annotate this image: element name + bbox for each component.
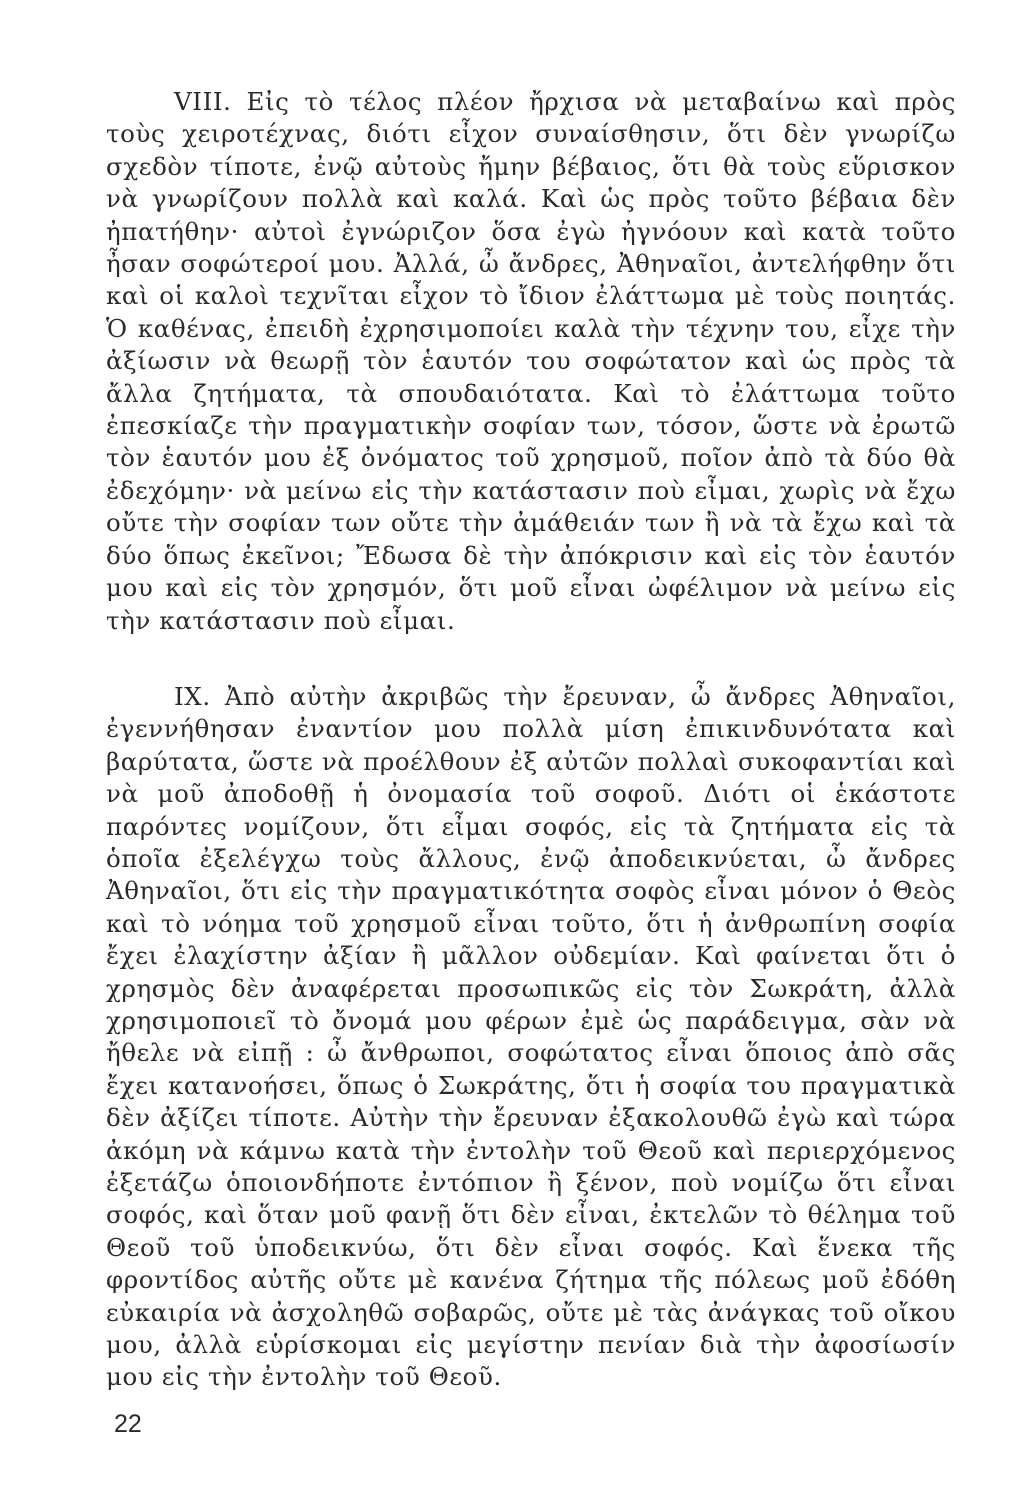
section-viii-paragraph: VIII. Εἰς τὸ τέλος πλέον ἤρχισα νὰ μεταβαίνω καὶ πρὸς τοὺς χειροτέχνας, διότι εἶχον συναίσθησιν, ὅτι δὲν γνωρίζω σχεδὸν τίποτε, ἐνῷ αὐτοὺς ἤμην βέβαιος, ὅτι θὰ τοὺς εὕρισκον νὰ γνωρίζουν πολλὰ καὶ καλά. Καὶ ὡς πρὸς τοῦτο βέβαια δὲν ἠπατήθην· αὐτοὶ ἐγνώριζον ὅσα ἐγὼ ἠγνόουν καὶ κατὰ τοῦτο ἦσαν σοφώτεροί μου. Ἀλλά, ὦ ἄνδρες, Ἀθηναῖοι, ἀντελήφθην ὅτι καὶ οἱ καλοὶ τεχνῖται εἶχον τὸ ἴδιον ἐλάττωμα μὲ τοὺς ποιητάς. Ὁ καθένας, ἐπειδὴ ἐχρησιμοποίει καλὰ τὴν τέχνην του, εἶχε τὴν ἀξίωσιν νὰ θεωρῇ τὸν ἑαυτόν του σοφώτατον καὶ ὡς πρὸς τὰ ἄλλα ζητήματα, τὰ σπουδαιότατα. Καὶ τὸ ἐλάττωμα τοῦτο ἐπεσκίαζε τὴν πραγματικὴν σοφίαν των, τόσον, ὥστε νὰ ἐρωτῶ τὸν ἑαυτόν μου ἐξ ὀνόματος τοῦ χρησμοῦ, ποῖον ἀπὸ τὰ δύο θὰ ἐδεχόμην· νὰ μείνω εἰς τὴν κατάστασιν ποὺ εἶμαι, χωρὶς νὰ ἔχω οὔτε τὴν σοφίαν των οὔτε τὴν ἀμάθειάν των ἢ νὰ τὰ ἔχω καὶ τὰ δύο ὅπως ἐκεῖνοι; Ἔδωσα δὲ τὴν ἀπόκρισιν καὶ εἰς τὸν ἑαυτόν μου καὶ εἰς τὸν χρησμόν, ὅτι μοῦ εἶναι ὠφέλιμον νὰ μείνω εἰς τὴν κατάστασιν ποὺ εἶμαι. [106,87,956,635]
section-ix-paragraph: IX. Ἀπὸ αὐτὴν ἀκριβῶς τὴν ἔρευναν, ὦ ἄνδρες Ἀθηναῖοι, ἐγεννήθησαν ἐναντίον μου πολλὰ μίση ἐπικινδυνότατα καὶ βαρύτατα, ὥστε νὰ προέλθουν ἐξ αὐτῶν πολλαὶ συκοφαντίαι καὶ νὰ μοῦ ἀποδοθῇ ἡ ὀνομασία τοῦ σοφοῦ. Διότι οἱ ἑκάστοτε παρόντες νομίζουν, ὅτι εἶμαι σοφός, εἰς τὰ ζητήματα εἰς τὰ ὁποῖα ἐξελέγχω τοὺς ἄλλους, ἐνῷ ἀποδεικνύεται, ὦ ἄνδρες Ἀθηναῖοι, ὅτι εἰς τὴν πραγματικότητα σοφὸς εἶναι μόνον ὁ Θεὸς καὶ τὸ νόημα τοῦ χρησμοῦ εἶναι τοῦτο, ὅτι ἡ ἀνθρωπίνη σοφία ἔχει ἐλαχίστην ἀξίαν ἢ μᾶλλον οὐδεμίαν. Καὶ φαίνεται ὅτι ὁ χρησμὸς δὲν ἀναφέρεται προσωπικῶς εἰς τὸν Σωκράτη, ἀλλὰ χρησιμοποιεῖ τὸ ὄνομά μου φέρων ἐμὲ ὡς παράδειγμα, σὰν νὰ ἤθελε νὰ εἰπῇ : ὦ ἄνθρωποι, σοφώτατος εἶναι ὅποιος ἀπὸ σᾶς ἔχει κατανοήσει, ὅπως ὁ Σωκράτης, ὅτι ἡ σοφία του πραγματικὰ δὲν ἀξίζει τίποτε. Αὐτὴν τὴν ἔρευναν ἐξακολουθῶ ἐγὼ καὶ τώρα ἀκόμη νὰ κάμνω κατὰ τὴν ἐντολὴν τοῦ Θεοῦ καὶ περιερχόμενος ἐξετάζω ὁποιονδήποτε ἐντόπιον ἢ ξένον, ποὺ νομίζω ὅτι εἶναι σοφός, καὶ ὅταν μοῦ φανῇ ὅτι δὲν εἶναι, ἐκτελῶν τὸ θέλημα τοῦ Θεοῦ τοῦ ὑποδεικνύω, ὅτι δὲν εἶναι σοφός. Καὶ ἕνεκα τῆς φροντίδος αὐτῆς οὔτε μὲ κανένα ζήτημα τῆς πόλεως μοῦ ἐδόθη εὐκαιρία νὰ ἀσχοληθῶ σοβαρῶς, οὔτε μὲ τὰς ἀνάγκας τοῦ οἴκου μου, ἀλλὰ εὑρίσκομαι εἰς μεγίστην πενίαν διὰ τὴν ἀφοσίωσίν μου εἰς τὴν ἐντολὴν τοῦ Θεοῦ. [106,681,956,1392]
page-body [106,86,956,1394]
page-number: 22 [114,1410,142,1438]
